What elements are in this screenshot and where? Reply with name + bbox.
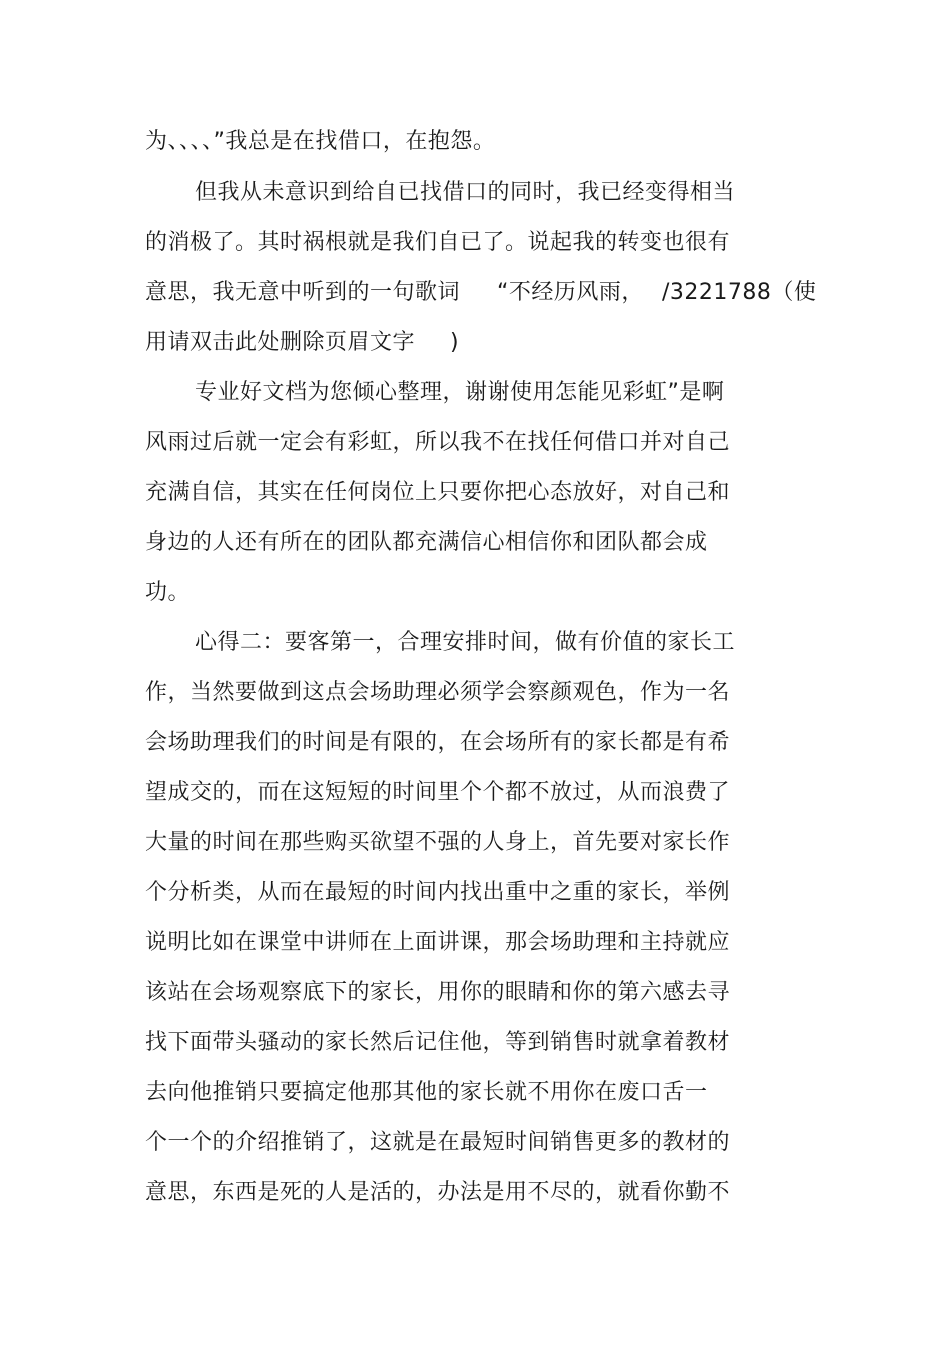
text-line: 功。 — [145, 580, 191, 605]
text-line: 的消极了。其时祸根就是我们自已了。说起我的转变也很有 — [145, 230, 731, 255]
text-line: 为、、、、”我总是在找借口，在抱怨。 — [145, 129, 496, 154]
text-line: 个一个的介绍推销了，这就是在最短时间销售更多的教材的 — [145, 1130, 731, 1155]
text-line: 去向他推销只要搞定他那其他的家长就不用你在废口舌一 — [145, 1080, 708, 1105]
text-line: ) — [450, 330, 460, 355]
text-line: 找下面带头骚动的家长然后记住他，等到销售时就拿着教材 — [145, 1030, 731, 1055]
text-line: 望成交的，而在这短短的时间里个个都不放过，从而浪费了 — [145, 780, 731, 805]
text-line: 专业好文档为您倾心整理，谢谢使用怎能见彩虹”是啊 — [195, 380, 725, 405]
text-line: 身边的人还有所在的团队都充满信心相信你和团队都会成 — [145, 530, 708, 555]
text-line: 风雨过后就一定会有彩虹，所以我不在找任何借口并对自己 — [145, 430, 731, 455]
text-line: 心得二：要客第一，合理安排时间，做有价值的家长工 — [195, 630, 736, 655]
text-line: 该站在会场观察底下的家长，用你的眼睛和你的第六感去寻 — [145, 980, 731, 1005]
text-line: 大量的时间在那些购买欲望不强的人身上，首先要对家长作 — [145, 830, 731, 855]
text-line: 个分析类，从而在最短的时间内找出重中之重的家长，举例 — [145, 880, 731, 905]
text-line: 用请双击此处删除页眉文字 — [145, 330, 416, 355]
text-line: 充满自信，其实在任何岗位上只要你把心态放好，对自己和 — [145, 480, 731, 505]
text-line: 意思，东西是死的人是活的，办法是用不尽的，就看你勤不 — [145, 1180, 731, 1205]
text-line: 会场助理我们的时间是有限的，在会场所有的家长都是有希 — [145, 730, 731, 755]
text-line: “不经历风雨， — [497, 280, 644, 305]
text-line: /3221788（使 — [662, 280, 817, 305]
text-line: 但我从未意识到给自已找借口的同时，我已经变得相当 — [195, 180, 736, 205]
text-line: 说明比如在课堂中讲师在上面讲课，那会场助理和主持就应 — [145, 930, 731, 955]
text-line: 意思，我无意中听到的一句歌词 — [145, 280, 461, 305]
text-line: 作，当然要做到这点会场助理必须学会察颜观色，作为一名 — [145, 680, 731, 705]
